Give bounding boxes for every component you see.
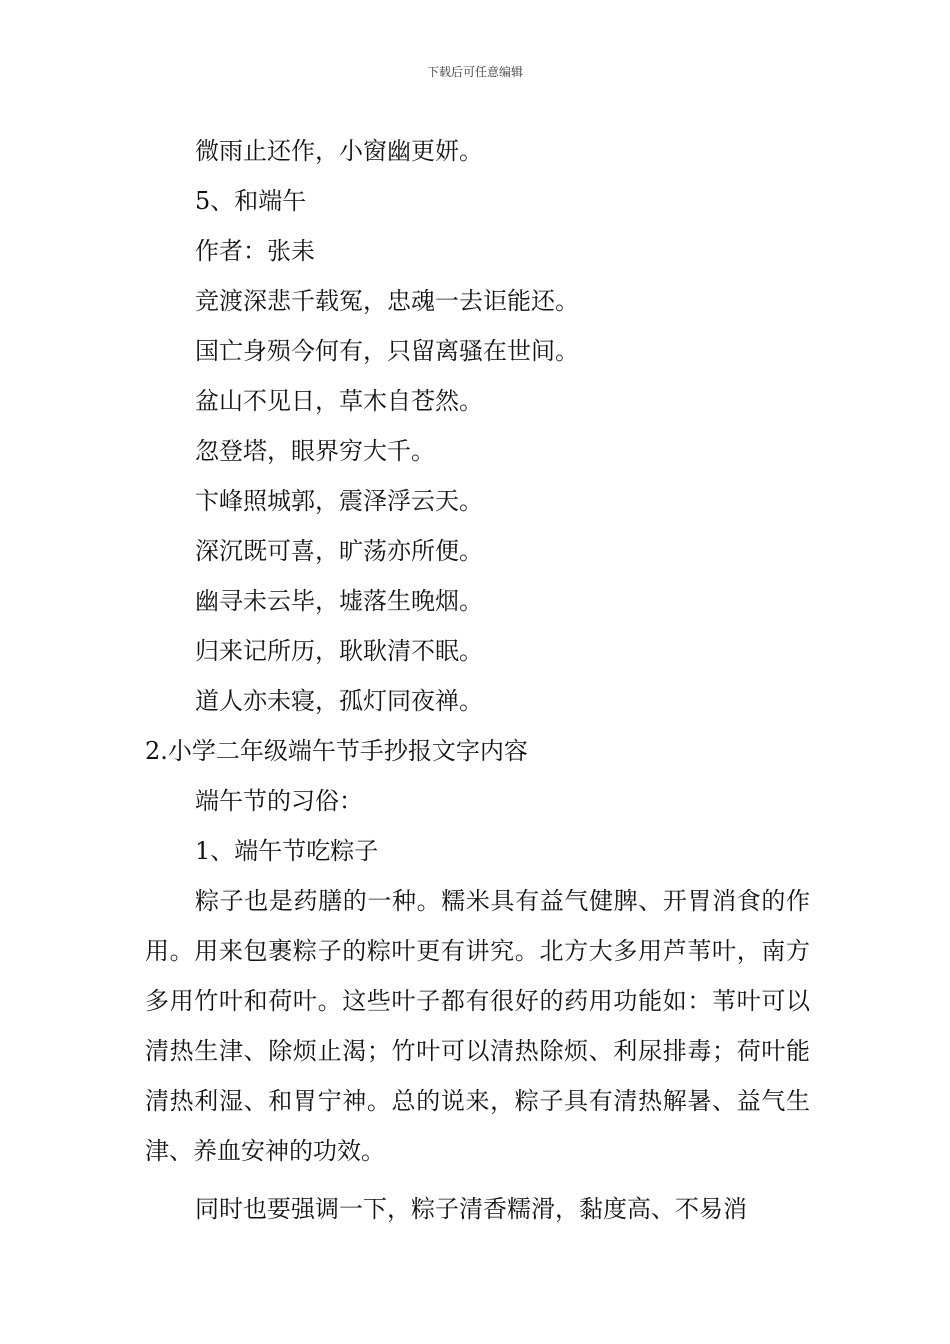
- poem-line: 幽寻未云毕，墟落生晚烟。: [195, 587, 483, 615]
- section-heading: 2.小学二年级端午节手抄报文字内容: [145, 737, 528, 765]
- body-paragraph: 同时也要强调一下，粽子清香糯滑，黏度高、不易消: [195, 1195, 747, 1223]
- body-paragraph: 粽子也是药膳的一种。糯米具有益气健脾、开胃消食的作用。用来包裹粽子的粽叶更有讲究。北方大多用芦苇叶，南方多用竹叶和荷叶。这些叶子都有很好的药用功能如：苇叶可以清热生津、除烦止渴；竹叶可以清热除烦、利尿排毒；荷叶能清热利湿、和胃宁神。总的说来，粽子具有清热解暑、益气生津、养血安神的功效。: [145, 887, 810, 1165]
- poem-line: 微雨止还作，小窗幽更妍。: [195, 137, 483, 165]
- poem-line: 国亡身殒今何有，只留离骚在世间。: [195, 337, 579, 365]
- poem-line: 卞峰照城郭，震泽浮云天。: [195, 487, 483, 515]
- customs-title: 端午节的习俗：: [195, 787, 363, 815]
- poem-title: 5、和端午: [195, 187, 307, 215]
- poem-line: 归来记所历，耿耿清不眠。: [195, 637, 483, 665]
- item-title: 1、端午节吃粽子: [195, 837, 379, 865]
- poem-line: 盆山不见日，草木自苍然。: [195, 387, 483, 415]
- poem-line: 道人亦未寝，孤灯同夜禅。: [195, 687, 483, 715]
- poem-line: 竞渡深悲千载冤，忠魂一去讵能还。: [195, 287, 579, 315]
- document-body: [145, 126, 810, 1234]
- page-header: 下载后可任意编辑: [426, 65, 523, 79]
- poem-line: 深沉既可喜，旷荡亦所便。: [195, 537, 483, 565]
- poem-line: 忽登塔，眼界穷大千。: [195, 437, 435, 465]
- poem-author: 作者：张耒: [195, 237, 315, 265]
